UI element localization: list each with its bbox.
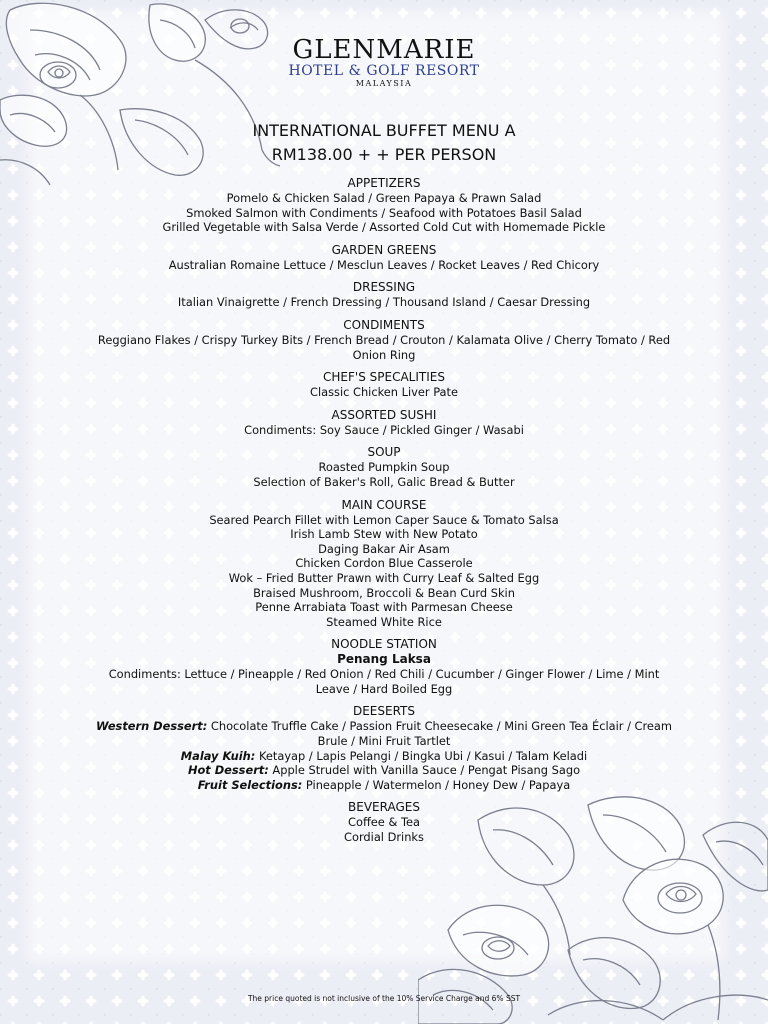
section-subtitle: Penang Laksa (337, 652, 431, 667)
section-condiments (60, 318, 708, 362)
section-soup (60, 445, 708, 489)
menu-item: Daging Bakar Air Asam (318, 541, 450, 556)
footer-note: The price quoted is not inclusive of the 10% Service Charge and 6% SST (247, 994, 521, 1003)
section-title: CHEF'S SPECALITIES (323, 370, 445, 385)
dessert-label: Western Dessert: (95, 719, 208, 734)
section-title: CONDIMENTS (343, 317, 425, 332)
dessert-text: Chocolate Truffle Cake / Passion Fruit Cheesecake / Mini Green Tea Éclair / Cream (207, 719, 673, 734)
menu-item: Reggiano Flakes / Crispy Turkey Bits / French Bread / Crouton / Kalamata Olive / Cherry Tomato / Red (97, 332, 671, 347)
hotel-subtitle: HOTEL & GOLF RESORT (288, 63, 480, 79)
dessert-text: Apple Strudel with Vanilla Sauce / Pengat Pisang Sago (268, 763, 581, 778)
dessert-hot (60, 763, 708, 778)
menu-item: Roasted Pumpkin Soup (318, 460, 450, 475)
menu-item: Brule / Mini Fruit Tartlet (317, 734, 451, 749)
section-desserts (60, 704, 708, 792)
dessert-label: Hot Dessert: (187, 763, 269, 778)
menu-item: Irish Lamb Stew with New Potato (290, 527, 478, 542)
menu-price: RM138.00 + + PER PERSON (271, 145, 497, 164)
hotel-country: MALAYSIA (355, 79, 413, 88)
menu-item: Italian Vinaigrette / French Dressing / Thousand Island / Caesar Dressing (177, 295, 591, 310)
dessert-text: Ketayap / Lapis Pelangi / Bingka Ubi / Kasui / Talam Keladi (255, 748, 588, 763)
section-title: MAIN COURSE (341, 497, 427, 512)
menu-item: Pomelo & Chicken Salad / Green Papaya & Prawn Salad (226, 191, 542, 205)
menu-item: Chicken Cordon Blue Casserole (295, 556, 473, 571)
dessert-label: Fruit Selections: (197, 777, 303, 792)
menu-item: Australian Romaine Lettuce / Mesclun Leaves / Rocket Leaves / Red Chicory (168, 257, 600, 272)
menu-item: Selection of Baker's Roll, Galic Bread & Butter (253, 474, 515, 489)
menu-item: Smoked Salmon with Condiments / Seafood with Potatoes Basil Salad (186, 205, 582, 220)
section-garden-greens (60, 243, 708, 273)
menu-item: Seared Pearch Fillet with Lemon Caper Sauce & Tomato Salsa (209, 512, 559, 527)
section-title: APPETIZERS (347, 176, 421, 190)
menu-item: Cordial Drinks (344, 830, 424, 845)
section-title: DRESSING (352, 280, 416, 295)
section-beverages (60, 800, 708, 844)
menu-item: Coffee & Tea (348, 815, 420, 830)
menu-item: Condiments: Lettuce / Pineapple / Red Onion / Red Chili / Cucumber / Ginger Flower / Lime / Mint (108, 667, 660, 682)
section-appetizers (60, 176, 708, 235)
menu-item: Penne Arrabiata Toast with Parmesan Cheese (255, 600, 513, 615)
section-title: NOODLE STATION (331, 637, 437, 652)
dessert-text: Pineapple / Watermelon / Honey Dew / Papaya (302, 777, 571, 792)
dessert-western (60, 719, 708, 734)
dessert-label: Malay Kuih: (180, 748, 256, 763)
section-chefs-specialities (60, 370, 708, 400)
menu-item: Wok – Fried Butter Prawn with Curry Leaf & Salted Egg (228, 570, 540, 585)
hotel-name: GLENMARIE (292, 35, 476, 65)
menu-item: Leave / Hard Boiled Egg (315, 681, 453, 696)
menu-item: Classic Chicken Liver Pate (309, 385, 459, 400)
dessert-malay (60, 749, 708, 764)
hotel-logo (0, 36, 768, 90)
menu-item: Onion Ring (352, 347, 416, 362)
dessert-fruit (60, 778, 708, 793)
menu-body (60, 119, 708, 845)
section-title: BEVERAGES (348, 800, 420, 815)
section-title: DEESERTS (352, 704, 415, 719)
section-assorted-sushi (60, 408, 708, 438)
section-title: SOUP (367, 445, 401, 460)
menu-item: Condiments: Soy Sauce / Pickled Ginger / Wasabi (244, 422, 524, 437)
menu-item: Steamed White Rice (326, 614, 442, 629)
menu-item: Grilled Vegetable with Salsa Verde / Assorted Cold Cut with Homemade Pickle (162, 220, 606, 235)
section-title: ASSORTED SUSHI (331, 407, 437, 422)
section-dressing (60, 280, 708, 310)
section-main-course (60, 498, 708, 630)
section-noodle-station (60, 637, 708, 696)
menu-item: Braised Mushroom, Broccoli & Bean Curd Skin (253, 585, 515, 600)
section-title: GARDEN GREENS (331, 242, 437, 257)
menu-title: INTERNATIONAL BUFFET MENU A (252, 121, 516, 140)
